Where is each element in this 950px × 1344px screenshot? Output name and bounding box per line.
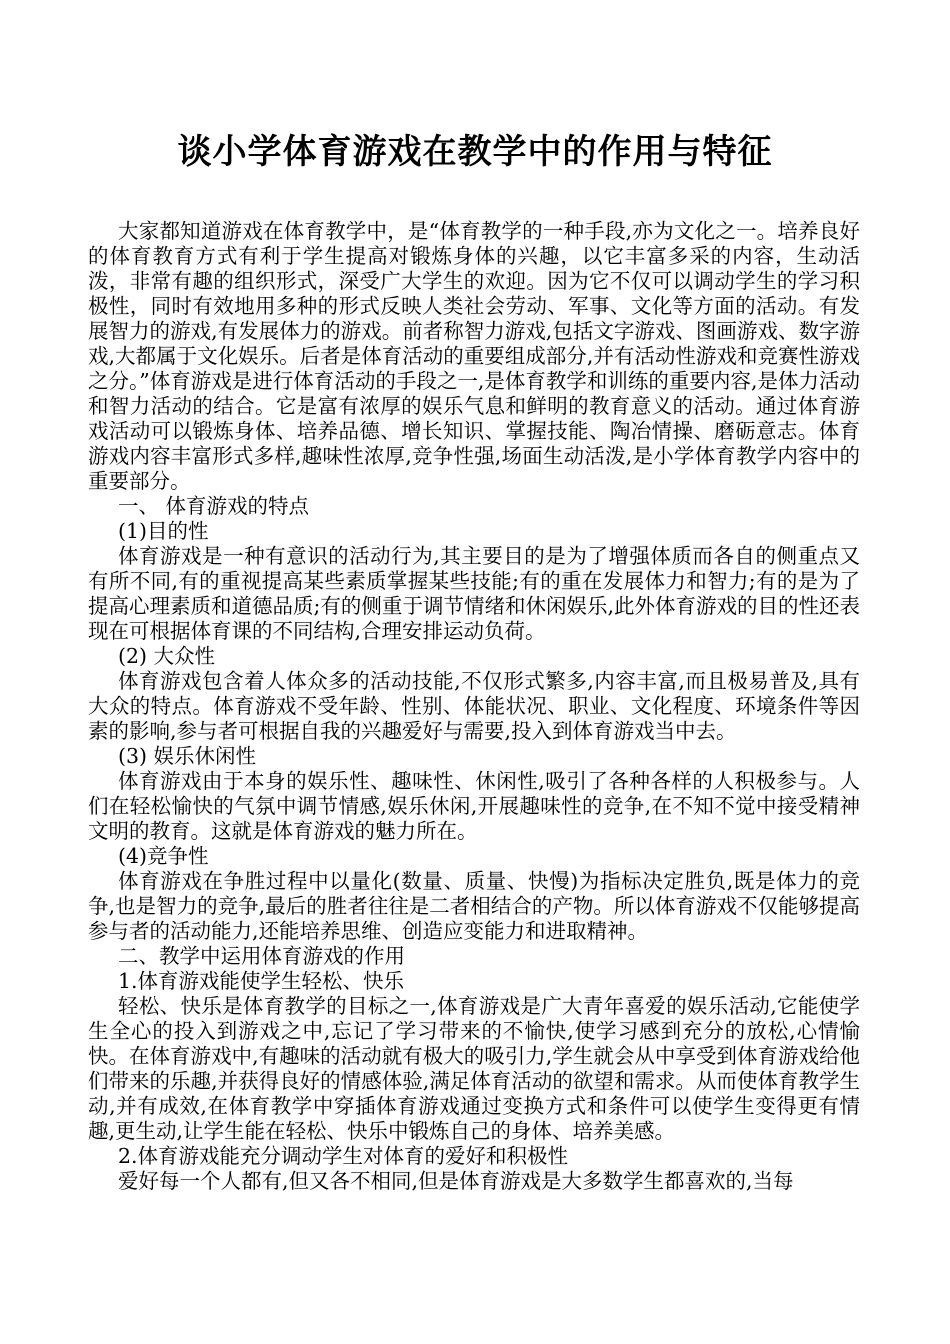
paragraph-popularity: 体育游戏包含着人体众多的活动技能,不仅形式繁多,内容丰富,而且极易普及,具有大众的特点。体育游戏不受年龄、性别、体能状况、职业、文化程度、环境条件等因素的影响,参与者可根据自我的兴趣爱好与需要,投入到体育游戏当中去。	[88, 669, 860, 743]
document-body	[88, 219, 860, 1194]
paragraph-relaxed-happy: 轻松、快乐是体育教学的目标之一,体育游戏是广大青年喜爱的娱乐活动,它能使学生全心的投入到游戏之中,忘记了学习带来的不愉快,使学习感到充分的放松,心情愉快。在体育游戏中,有趣味的活动就有极大的吸引力,学生就会从中享受到体育游戏给他们带来的乐趣,并获得良好的情感体验,满足体育活动的欲望和需求。从而使体育教学生动,并有成效,在体育教学中穿插体育游戏通过变换方式和条件可以使学生变得更有情趣,更生动,让学生能在轻松、快乐中锻炼自己的身体、培养美感。	[88, 994, 860, 1143]
subheading-relaxed-happy: 1.体育游戏能使学生轻松、快乐	[118, 969, 405, 993]
section-heading-roles: 二、教学中运用体育游戏的作用	[118, 944, 405, 968]
subheading-leisure: (3) 娱乐休闲性	[118, 744, 257, 768]
subheading-popularity: (2) 大众性	[118, 644, 216, 668]
paragraph-leisure: 体育游戏由于本身的娱乐性、趣味性、休闲性,吸引了各种各样的人积极参与。人们在轻松愉快的气氛中调节情感,娱乐休闲,开展趣味性的竞争,在不知不觉中接受精神文明的教育。这就是体育游戏的魅力所在。	[88, 769, 860, 843]
paragraph-competition: 体育游戏在争胜过程中以量化(数量、质量、快慢)为指标决定胜负,既是体力的竞争,也是智力的竞争,最后的胜者往往是二者相结合的产物。所以体育游戏不仅能够提高参与者的活动能力,还能培养思维、创造应变能力和进取精神。	[88, 869, 860, 943]
subheading-purpose: (1)目的性	[118, 519, 209, 543]
subheading-interest: 2.体育游戏能充分调动学生对体育的爱好和积极性	[118, 1144, 569, 1168]
section-heading-features: 一、 体育游戏的特点	[118, 494, 310, 518]
paragraph-purpose: 体育游戏是一种有意识的活动行为,其主要目的是为了增强体质而各自的侧重点又有所不同,有的重视提高某些素质掌握某些技能;有的重在发展体力和智力;有的是为了提高心理素质和道德品质;有的侧重于调节情绪和休闲娱乐,此外体育游戏的目的性还表现在可根据体育课的不同结构,合理安排运动负荷。	[88, 544, 860, 643]
subheading-competition: (4)竞争性	[118, 844, 209, 868]
intro-paragraph: 大家都知道游戏在体育教学中，是“体育教学的一种手段,亦为文化之一。培养良好的体育教育方式有利于学生提高对锻炼身体的兴趣，以它丰富多采的内容，生动活泼，非常有趣的组织形式，深受广大学生的欢迎。因为它不仅可以调动学生的学习积极性，同时有效地用多种的形式反映人类社会劳动、军事、文化等方面的活动。有发展智力的游戏,有发展体力的游戏。前者称智力游戏,包括文字游戏、图画游戏、数字游戏,大都属于文化娱乐。后者是体育活动的重要组成部分,并有活动性游戏和竞赛性游戏之分。”体育游戏是进行体育活动的手段之一,是体育教学和训练的重要内容,是体力活动和智力活动的结合。它是富有浓厚的娱乐气息和鲜明的教育意义的活动。通过体育游戏活动可以锻炼身体、培养品德、增长知识、掌握技能、陶冶情操、磨砺意志。体育游戏内容丰富形式多样,趣味性浓厚,竞争性强,场面生动活泼,是小学体育教学内容中的重要部分。	[88, 219, 860, 493]
document-title: 谈小学体育游戏在教学中的作用与特征	[177, 132, 773, 172]
paragraph-interest: 爱好每一个人都有,但又各不相同,但是体育游戏是大多数学生都喜欢的,当每	[118, 1169, 794, 1193]
